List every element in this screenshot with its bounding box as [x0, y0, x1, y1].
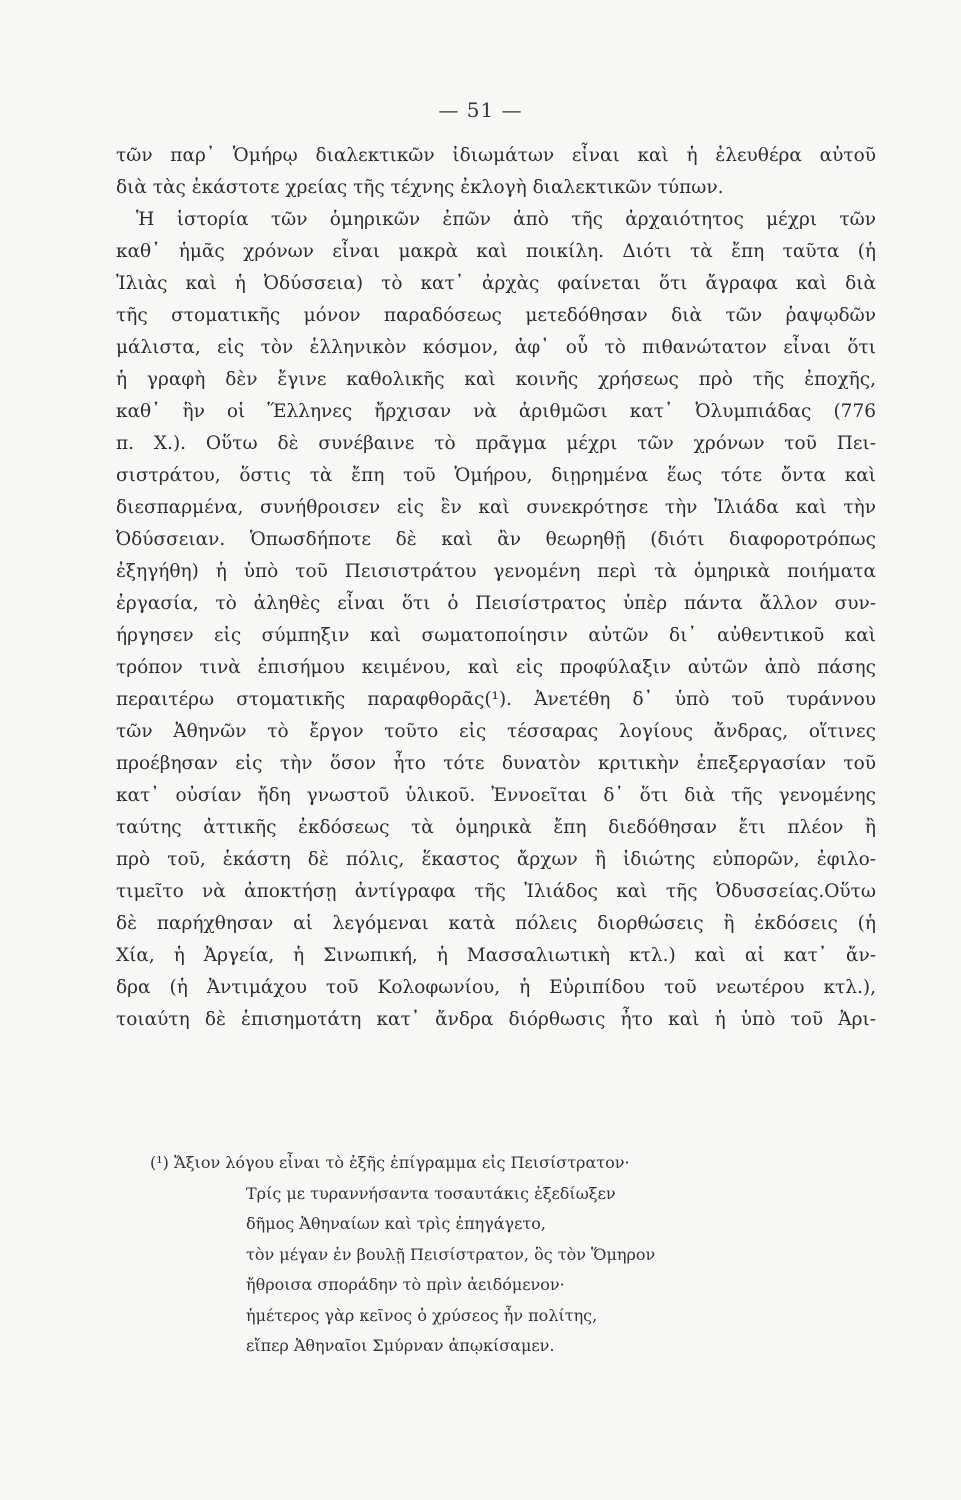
footnote-intro-line	[150, 1148, 870, 1179]
footnote-intro: Ἄξιον λόγου εἶναι τὸ ἑξῆς ἐπίγραμμα εἰς Πεισίστρατον·	[174, 1153, 630, 1172]
epigram-verse: τὸν μέγαν ἐν βουλῇ Πεισίστρατον, ὃς τὸν Ὅμηρον	[246, 1244, 656, 1264]
text-line: Χία, ἡ Ἀργεία, ἡ Σινωπική, ἡ Μασσαλιωτικὴ κτλ.) καὶ αἱ κατ᾽ ἄν-	[116, 945, 876, 966]
text-line: Ὀδύσσειαν. Ὁπωσδήποτε δὲ καὶ ἂν θεωρηθῇ (διότι διαφοροτρόπως	[116, 529, 876, 550]
epigram-verse: εἴπερ Ἀθηναῖοι Σμύρναν ἀπῳκίσαμεν.	[246, 1336, 555, 1355]
text-line: τῶν παρ᾽ Ὁμήρῳ διαλεκτικῶν ἰδιωμάτων εἶναι καὶ ἡ ἐλευθέρα αὐτοῦ	[116, 145, 876, 166]
text-line: ταύτης ἀττικῆς ἐκδόσεως τὰ ὁμηρικὰ ἔπη διεδόθησαν ἔτι πλέον ἢ	[116, 817, 876, 838]
text-line: ἐργασία, τὸ ἀληθὲς εἶναι ὅτι ὁ Πεισίστρατος ὑπὲρ πάντα ἄλλον συν-	[116, 593, 876, 614]
text-line: δὲ παρήχθησαν αἱ λεγόμεναι κατὰ πόλεις διορθώσεις ἢ ἐκδόσεις (ἡ	[116, 913, 876, 934]
text-line: τρόπον τινὰ ἐπισήμου κειμένου, καὶ εἰς προφύλαξιν αὐτῶν ἀπὸ πάσης	[116, 657, 876, 678]
text-line: καθ᾽ ἣν οἱ Ἕλληνες ἤρχισαν νὰ ἀριθμῶσι κατ᾽ Ὀλυμπιάδας (776	[116, 401, 876, 422]
text-line: σιστράτου, ὅστις τὰ ἔπη τοῦ Ὁμήρου, διῃρημένα ἕως τότε ὄντα καὶ	[116, 465, 876, 486]
text-line: τιμεῖτο νὰ ἀποκτήσῃ ἀντίγραφα τῆς Ἰλιάδος καὶ τῆς Ὀδυσσείας.Οὕτω	[116, 881, 876, 902]
text-line: ἡ γραφὴ δὲν ἔγινε καθολικῆς καὶ κοινῆς χρήσεως πρὸ τῆς ἐποχῆς,	[116, 369, 876, 390]
text-line: π. Χ.). Οὕτω δὲ συνέβαινε τὸ πρᾶγμα μέχρι τῶν χρόνων τοῦ Πει-	[116, 433, 876, 454]
text-line: Ἡ ἱστορία τῶν ὁμηρικῶν ἐπῶν ἀπὸ τῆς ἀρχαιότητος μέχρι τῶν	[136, 209, 876, 230]
page-number: — 51 —	[438, 98, 523, 122]
text-line: Ἰλιὰς καὶ ἡ Ὀδύσσεια) τὸ κατ᾽ ἀρχὰς φαίνεται ὅτι ἄγραφα καὶ διὰ	[116, 273, 876, 294]
text-line: πρὸ τοῦ, ἑκάστη δὲ πόλις, ἕκαστος ἄρχων ἢ ἰδιώτης εὐπορῶν, ἐφιλο-	[116, 849, 876, 870]
text-line: μάλιστα, εἰς τὸν ἑλληνικὸν κόσμον, ἀφ᾽ οὗ τὸ πιθανώτατον εἶναι ὅτι	[116, 337, 876, 358]
text-line: δρα (ἡ Ἀντιμάχου τοῦ Κολοφωνίου, ἡ Εὐριπίδου τοῦ νεωτέρου κτλ.),	[116, 977, 876, 998]
epigram-verse: ἤθροισα σποράδην τὸ πρὶν ἀειδόμενον·	[246, 1275, 565, 1294]
text-line: τῆς στοματικῆς μόνον παραδόσεως μετεδόθησαν διὰ τῶν ῥαψῳδῶν	[116, 305, 876, 326]
text-line: προέβησαν εἰς τὴν ὅσον ἦτο τότε δυνατὸν κριτικὴν ἐπεξεργασίαν τοῦ	[116, 753, 876, 774]
text-line: περαιτέρω στοματικῆς παραφθορᾶς(¹). Ἀνετέθη δ᾽ ὑπὸ τοῦ τυράννου	[116, 689, 876, 710]
text-line: κατ᾽ οὐσίαν ἤδη γνωστοῦ ὑλικοῦ. Ἐννοεῖται δ᾽ ὅτι διὰ τῆς γενομένης	[116, 785, 876, 806]
epigram-verse: δῆμος Ἀθηναίων καὶ τρὶς ἐπηγάγετο,	[246, 1214, 546, 1233]
text-line: τοιαύτη δὲ ἐπισημοτάτη κατ᾽ ἄνδρα διόρθωσις ἦτο καὶ ἡ ὑπὸ τοῦ Ἀρι-	[116, 1009, 876, 1030]
text-line: τῶν Ἀθηνῶν τὸ ἔργον τοῦτο εἰς τέσσαρας λογίους ἄνδρας, οἵτινες	[116, 721, 876, 742]
text-line: ήργησεν εἰς σύμπηξιν καὶ σωματοποίησιν αὐτῶν δι᾽ αὐθεντικοῦ καὶ	[116, 625, 876, 646]
text-line: διεσπαρμένα, συνήθροισεν εἰς ἓν καὶ συνεκρότησε τὴν Ἰλιάδα καὶ τὴν	[116, 497, 876, 518]
epigram-verse: ἡμέτερος γὰρ κεῖνος ὁ χρύσεος ἦν πολίτης,	[246, 1305, 598, 1325]
text-line: καθ᾽ ἡμᾶς χρόνων εἶναι μακρὰ καὶ ποικίλη. Διότι τὰ ἔπη ταῦτα (ἡ	[116, 241, 876, 262]
epigram-verse: Τρίς με τυραννήσαντα τοσαυτάκις ἐξεδίωξεν	[246, 1183, 616, 1203]
footnote-marker: (¹)	[150, 1153, 169, 1172]
footnote	[150, 1148, 870, 1362]
main-text	[116, 140, 876, 1036]
text-line: διὰ τὰς ἑκάστοτε χρείας τῆς τέχνης ἐκλογὴ διαλεκτικῶν τύπων.	[116, 177, 724, 198]
text-line: ἐξηγήθη) ἡ ὑπὸ τοῦ Πεισιστράτου γενομένη περὶ τὰ ὁμηρικὰ ποιήματα	[116, 561, 876, 582]
